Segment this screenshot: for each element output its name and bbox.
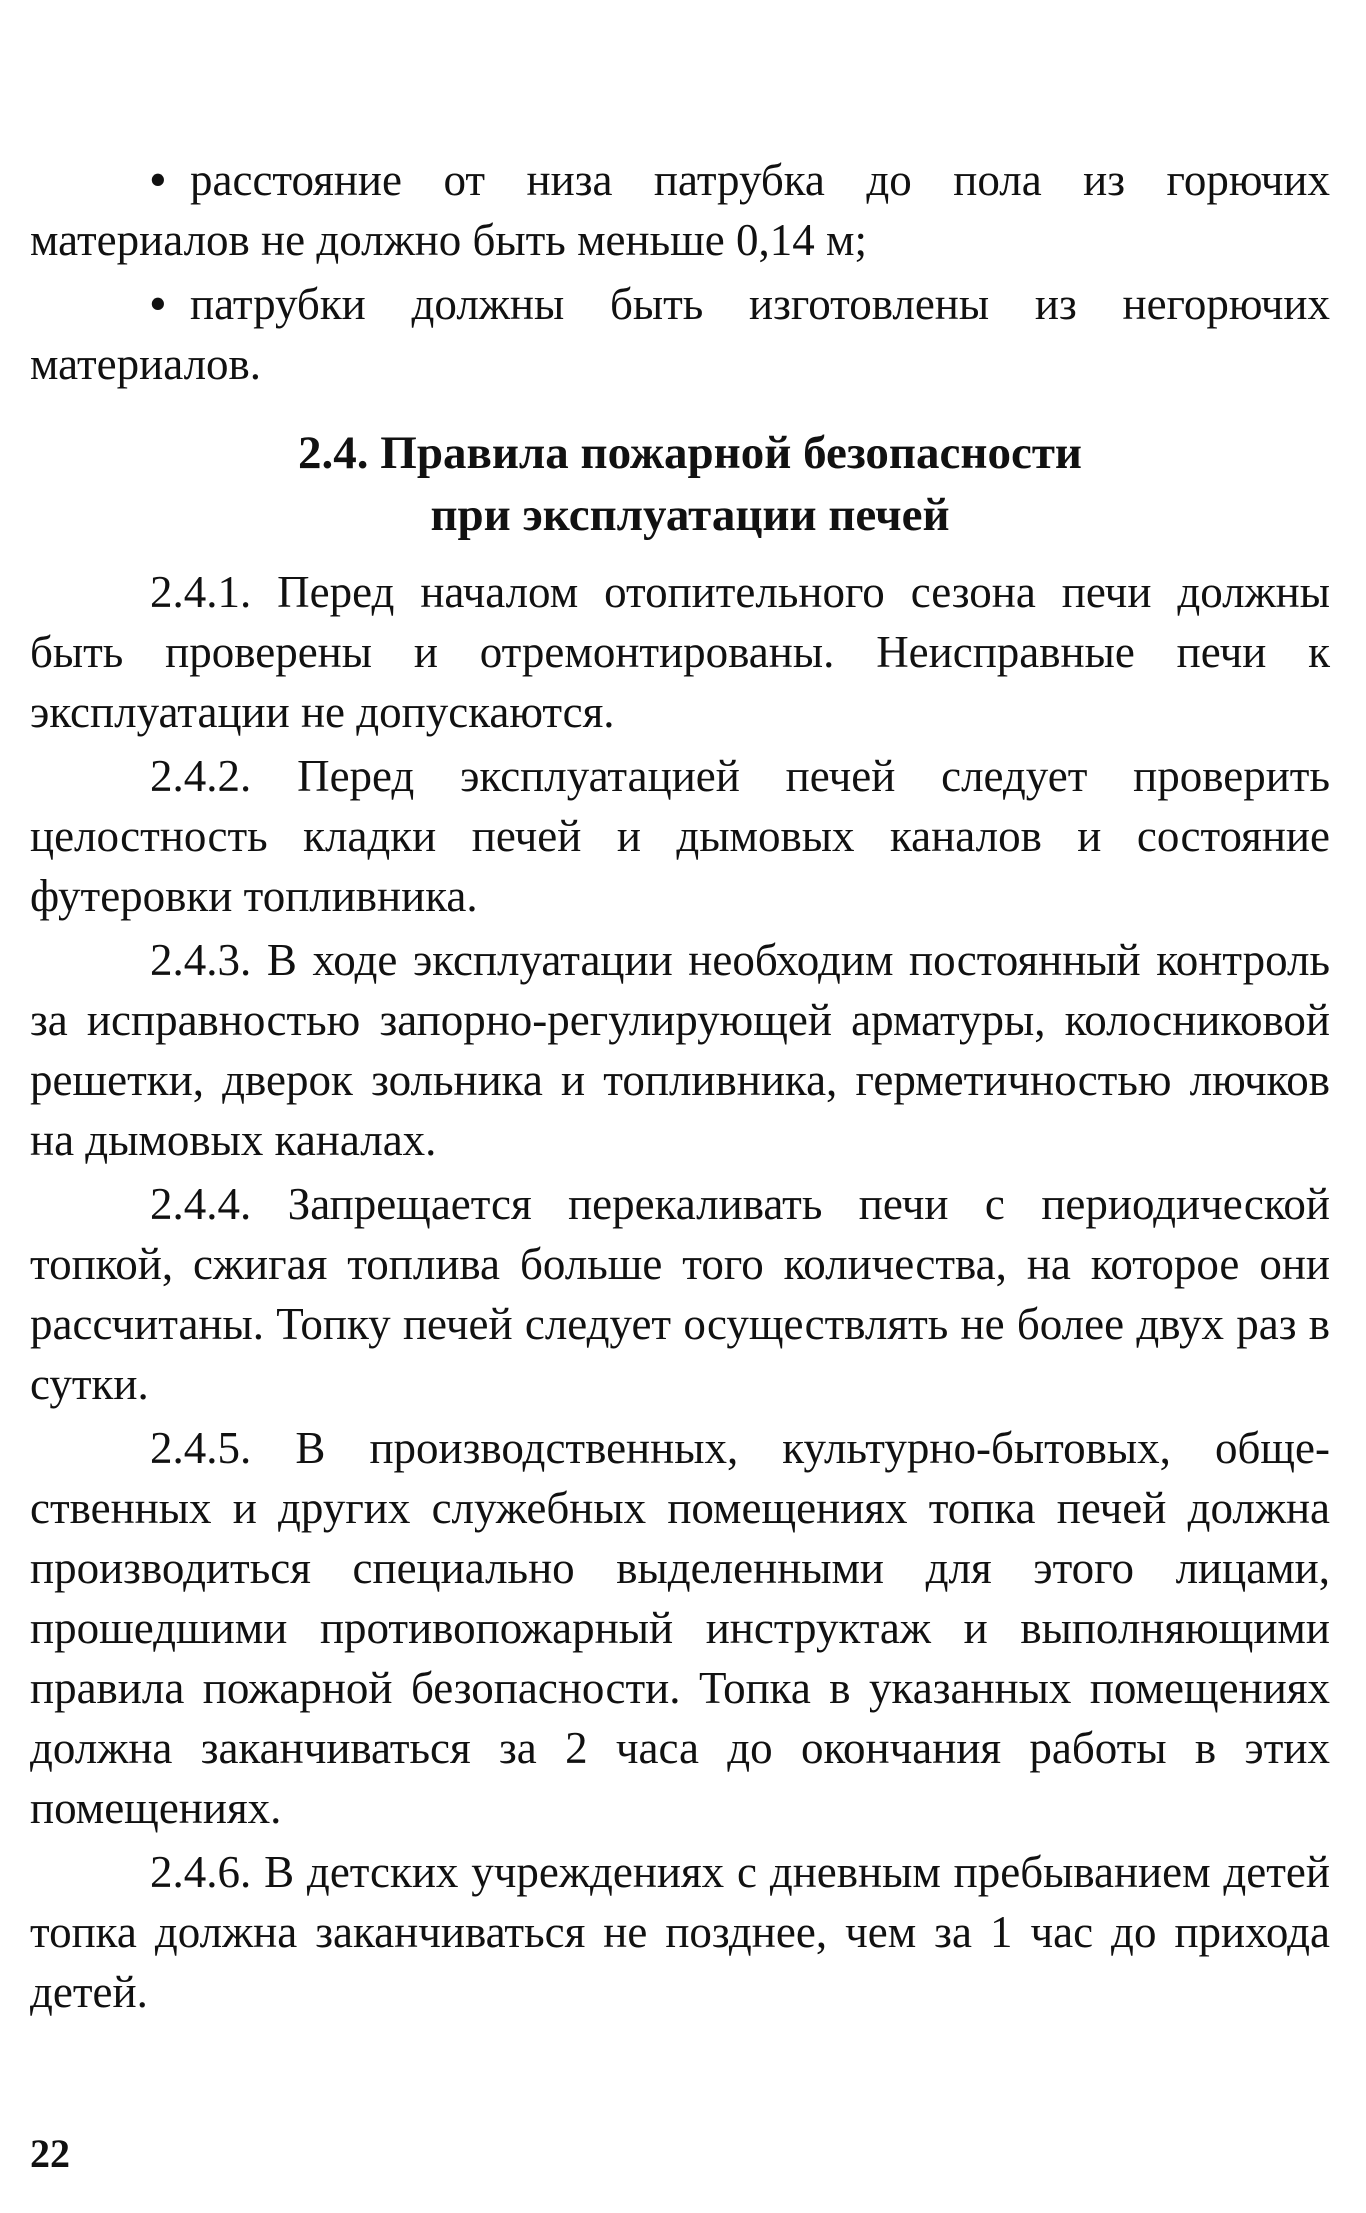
section-title-line-2: при эксплуатации печей: [430, 489, 950, 541]
bullet-text: расстояние от низа патрубка до пола из горючих материалов не должно быть меньше 0,14 м;: [30, 155, 1330, 265]
clause-2-4-4: 2.4.4. Запрещается перекаливать печи с периодической топкой, сжигая топлива больше того количества, на которое они рассчитаны. Топку печей следует осуществлять не более двух раз в сутки.: [30, 1179, 1330, 1409]
bullet-text: патрубки должны быть изготовлены из негорючих материалов.: [30, 279, 1330, 389]
bullet-item: [30, 150, 1330, 270]
clause-2-4-2: 2.4.2. Перед эксплуатацией печей следует проверить целостность кладки печей и дымовых каналов и состояние футеровки топливника.: [30, 751, 1330, 921]
bullet-item: [30, 274, 1330, 394]
bullet-icon: •: [150, 155, 166, 205]
section-heading: [30, 422, 1330, 546]
clause-2-4-6: 2.4.6. В детских учреждениях с дневным пребыванием детей топка должна заканчиваться не позднее, чем за 1 час до прихода детей.: [30, 1847, 1330, 2017]
clause-2-4-3: 2.4.3. В ходе эксплуатации необходим постоянный контроль за исправностью запорно-регулирующей арматуры, колосниковой решетки, дверок зольника и топливника, герметичностью лючков на дымовых каналах.: [30, 935, 1330, 1165]
clause-2-4-1: 2.4.1. Перед началом отопительного сезона печи должны быть проверены и отремонтированы. Неисправные печи к эксплуатации не допускаются.: [30, 567, 1330, 737]
clause-2-4-5: 2.4.5. В производственных, культурно-бытовых, общественных и других служебных помещениях топка печей должна производиться специально выделенными для этого лицами, прошедшими противопожарный инструктаж и выполняющими правила пожарной безопасности. Топка в указанных помещениях должна заканчиваться за 2 часа до окончания работы в этих помещениях.: [30, 1423, 1330, 1833]
section-title-line-1: 2.4. Правила пожарной безопасности: [298, 427, 1082, 479]
page-number: 22: [30, 2131, 70, 2176]
document-page: [30, 150, 1330, 2026]
bullet-icon: •: [150, 279, 166, 329]
